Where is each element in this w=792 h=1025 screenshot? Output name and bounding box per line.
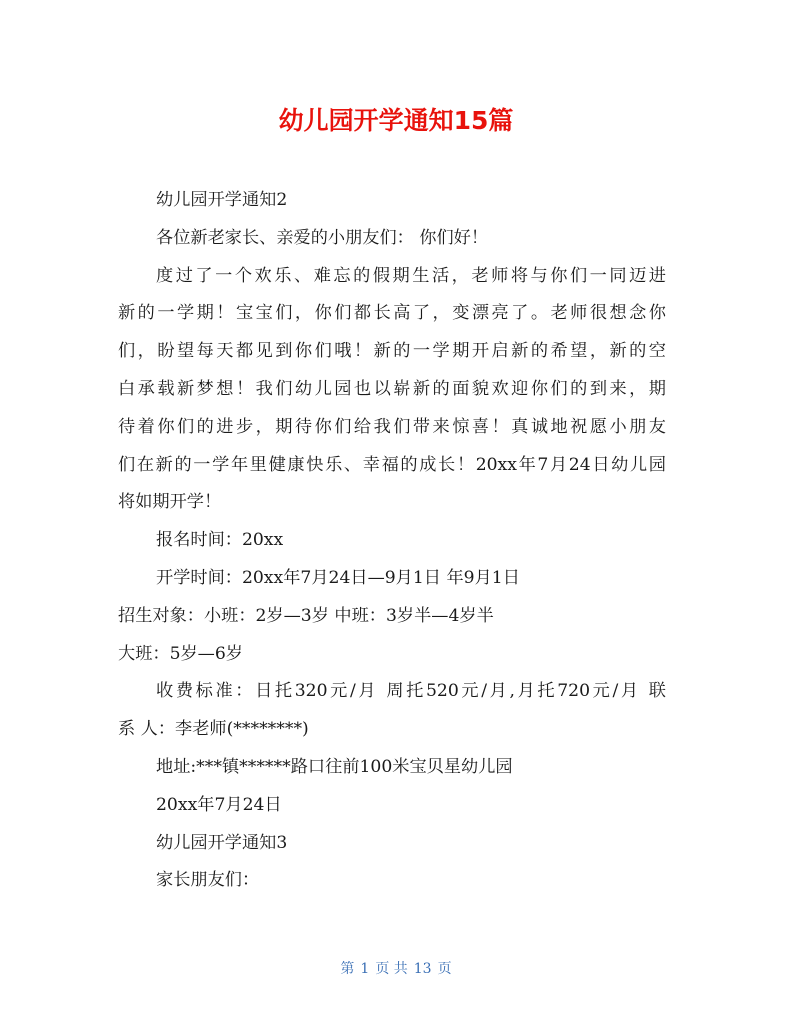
- paragraph-line: 收费标准：日托320元/月 周托520元/月,月托720元/月 联: [156, 681, 666, 702]
- footer-total-pages: 13: [413, 961, 432, 977]
- paragraph-line: 度过了一个欢乐、难忘的假期生活，老师将与你们一同迈进: [156, 265, 666, 286]
- paragraph-line: 家长朋友们：: [156, 870, 260, 891]
- paragraph-line: 待着你们的进步，期待你们给我们带来惊喜！真诚地祝愿小朋友: [118, 416, 666, 437]
- paragraph-line: 们，盼望每天都见到你们哦！新的一学期开启新的希望，新的空: [118, 341, 666, 362]
- paragraph-line: 白承载新梦想！我们幼儿园也以崭新的面貌欢迎你们的到来，期: [118, 378, 666, 399]
- paragraph-line: 大班：5岁—6岁: [118, 643, 243, 664]
- paragraph-line: 们在新的一学年里健康快乐、幸福的成长！20xx年7月24日幼儿园: [118, 454, 666, 475]
- document-body: [118, 185, 666, 903]
- paragraph-line: 新的一学期！宝宝们，你们都长高了，变漂亮了。老师很想念你: [118, 303, 666, 324]
- footer-page-number: 1: [360, 961, 370, 977]
- paragraph-line: 开学时间：20xx年7月24日—9月1日 年9月1日: [156, 567, 520, 588]
- paragraph-line: 幼儿园开学通知2: [156, 190, 288, 210]
- footer-middle: 页 共: [375, 961, 408, 977]
- paragraph-line: 招生对象：小班：2岁—3岁 中班：3岁半—4岁半: [118, 605, 494, 626]
- paragraph-line: 20xx年7月24日: [156, 794, 282, 815]
- document-title: 幼儿园开学通知15篇: [278, 106, 514, 135]
- paragraph-line: 幼儿园开学通知3: [156, 832, 288, 853]
- paragraph-line: 将如期开学！: [118, 492, 222, 513]
- footer-prefix: 第: [340, 961, 355, 977]
- paragraph-line: 各位新老家长、亲爱的小朋友们： 你们好！: [156, 227, 489, 248]
- paragraph-line: 地址:***镇******路口往前100米宝贝星幼儿园: [156, 756, 513, 777]
- page-footer: [0, 958, 792, 978]
- footer-suffix: 页: [437, 961, 452, 977]
- paragraph-line: 系 人：李老师(********): [118, 719, 309, 740]
- paragraph-line: 报名时间：20xx: [156, 530, 284, 551]
